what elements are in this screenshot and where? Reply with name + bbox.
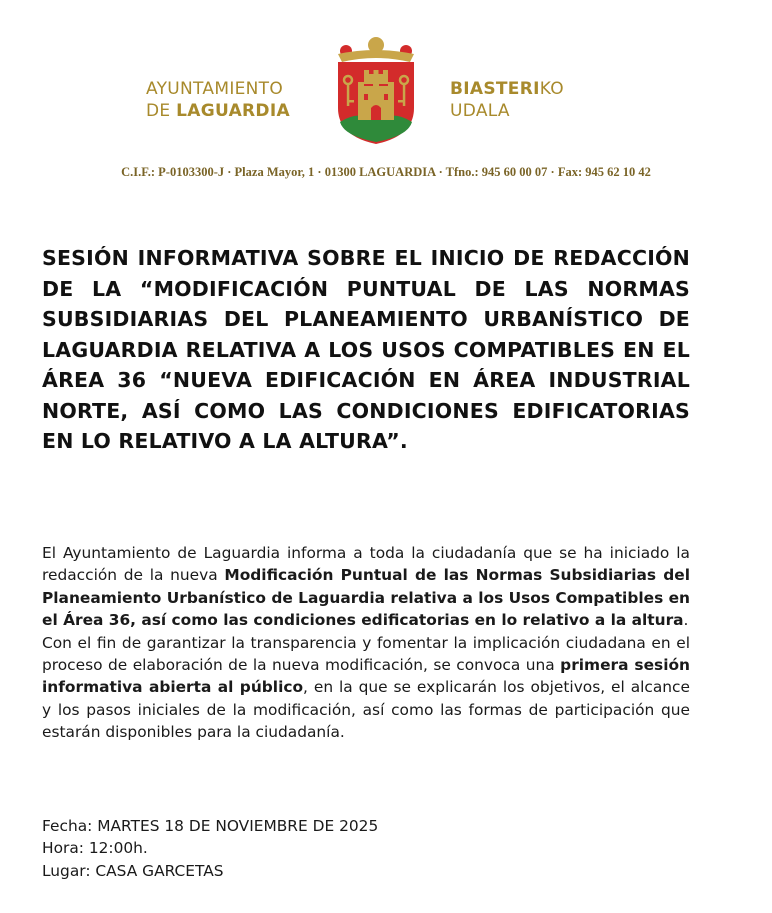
event-date: Fecha: MARTES 18 DE NOVIEMBRE DE 2025 [42,817,379,835]
paragraph-1 [42,542,690,632]
org-name-spanish [146,78,316,122]
org-right-line2: UDALA [450,101,510,121]
event-place: Lugar: CASA GARCETAS [42,861,224,880]
contact-line: C.I.F.: P-0103300-J · Plaza Mayor, 1 · 01300 LAGUARDIA · Tfno.: 945 60 00 07 · Fax: 945 62 10 42 [121,165,651,179]
paragraph-2-bold: primera sesión informativa abierta al público [42,656,690,697]
event-time: Hora: 12:00h. [42,839,148,858]
paragraph-2-end: , en la que se explicarán los objetivos, el alcance y los pasos iniciales de la modificación, así como las formas de participación que estarán disponibles para la ciudadanía. [42,678,690,742]
paragraph-2 [42,632,690,744]
org-left-line2 [146,100,316,122]
org-right-line1-rest: KO [539,79,564,99]
coat-of-arms-icon [328,36,424,148]
paragraph-1-text: El Ayuntamiento de Laguardia informa a toda la ciudadanía que se ha iniciado la redacción de la nueva [42,544,690,585]
paragraph-1-end: . [683,611,689,630]
org-left-line2-prefix: DE [146,101,177,121]
document-title: SESIÓN INFORMATIVA SOBRE EL INICIO DE REDACCIÓN DE LA “MODIFICACIÓN PUNTUAL DE LAS NORMAS SUBSIDIARIAS DEL PLANEAMIENTO URBANÍSTICO DE LAGUARDIA RELATIVA A LOS USOS COMPATIBLES EN EL ÁREA 36 “NUEVA EDIFICACIÓN EN ÁREA INDUSTRIAL NORTE, ASÍ COMO LAS CONDICIONES EDIFICATORIAS EN LO RELATIVO A LA ALTURA”. [42,246,690,453]
org-name-basque [450,78,600,122]
org-left-line1: AYUNTAMIENTO [146,79,284,99]
paragraph-1-bold: Modificación Puntual de las Normas Subsidiarias del Planeamiento Urbanístico de Laguardia relativa a los Usos Compatibles en el Área 36, así como las condiciones edificatorias en lo relativo a la altura [42,566,690,630]
body-text [42,542,690,744]
event-details [42,815,542,882]
org-right-line1-bold: BIASTERI [450,79,540,99]
org-left-line2-bold: LAGUARDIA [176,101,290,121]
org-right-line1 [450,78,600,100]
paragraph-2-text: Con el fin de garantizar la transparencia y fomentar la implicación ciudadana en el proceso de elaboración de la nueva modificación, se convoca una [42,633,690,675]
letterhead [138,36,590,146]
